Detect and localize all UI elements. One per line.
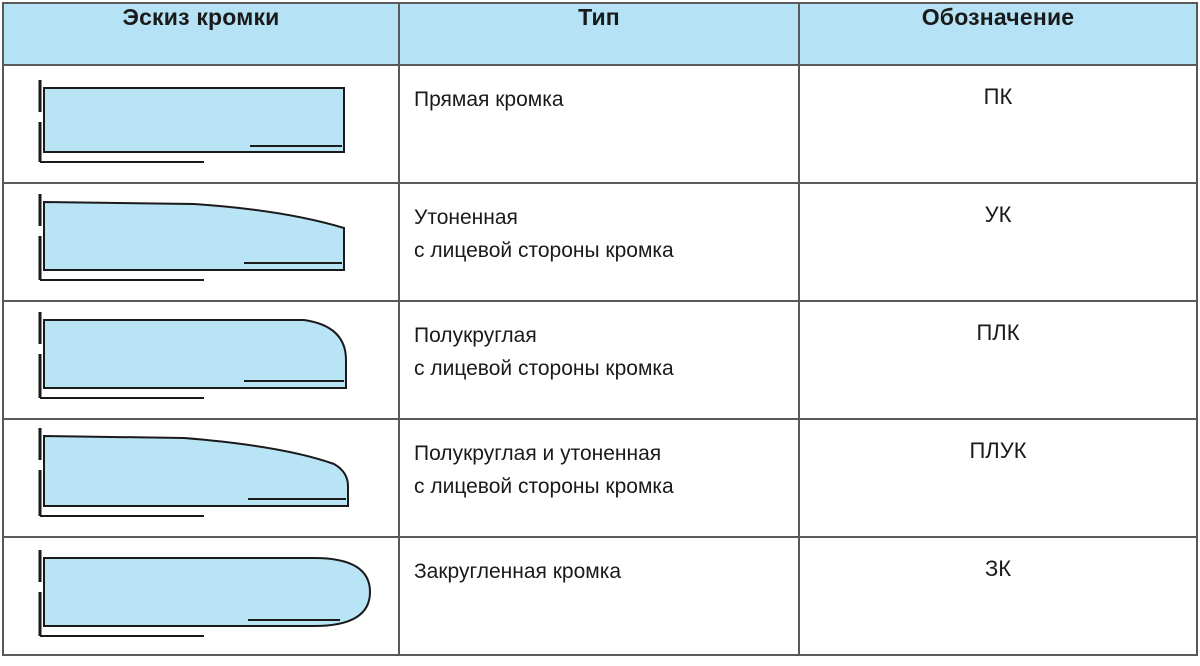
table-header-row (3, 3, 1197, 65)
edge-type-line: с лицевой стороны кромка (414, 356, 674, 380)
edge-type-line: Закругленная кромка (414, 560, 622, 583)
rounded-edge-diagram (4, 538, 396, 650)
edge-type-label (399, 301, 799, 419)
edge-type-label (399, 419, 799, 537)
edge-designation: ПК (799, 65, 1197, 183)
edge-types-table (2, 2, 1198, 656)
table-row (3, 301, 1197, 419)
semicircular-front-edge-diagram (4, 302, 396, 416)
edge-type-line: Полукруглая (414, 324, 537, 347)
table-row (3, 183, 1197, 301)
edge-type-label (399, 537, 799, 655)
table-row (3, 419, 1197, 537)
table-header (3, 3, 1197, 65)
thinned-front-edge-sketch (3, 183, 399, 301)
edge-type-line: с лицевой стороны кромка (414, 238, 674, 262)
semicircular-thinned-front-edge-sketch (3, 419, 399, 537)
thinned-front-edge-diagram (4, 184, 396, 298)
edge-designation: ПЛК (799, 301, 1197, 419)
straight-edge-sketch (3, 65, 399, 183)
edge-designation: ПЛУК (799, 419, 1197, 537)
edge-type-line: Утоненная (414, 206, 518, 229)
semicircular-front-edge-sketch (3, 301, 399, 419)
edge-type-line: Полукруглая и утоненная (414, 442, 662, 465)
edge-designation: ЗК (799, 537, 1197, 655)
edge-type-line: с лицевой стороны кромка (414, 474, 674, 498)
table-row (3, 537, 1197, 655)
edge-types-table-container (0, 2, 1200, 666)
straight-edge-diagram (4, 66, 396, 180)
column-header-sketch: Эскиз кромки (3, 3, 399, 65)
table-row (3, 65, 1197, 183)
column-header-type: Тип (399, 3, 799, 65)
edge-designation: УК (799, 183, 1197, 301)
edge-type-label (399, 65, 799, 183)
table-body (3, 65, 1197, 655)
column-header-designation: Обозначение (799, 3, 1197, 65)
semicircular-thinned-front-edge-diagram (4, 420, 396, 534)
edge-type-label (399, 183, 799, 301)
edge-type-line: Прямая кромка (414, 88, 564, 111)
rounded-edge-sketch (3, 537, 399, 655)
